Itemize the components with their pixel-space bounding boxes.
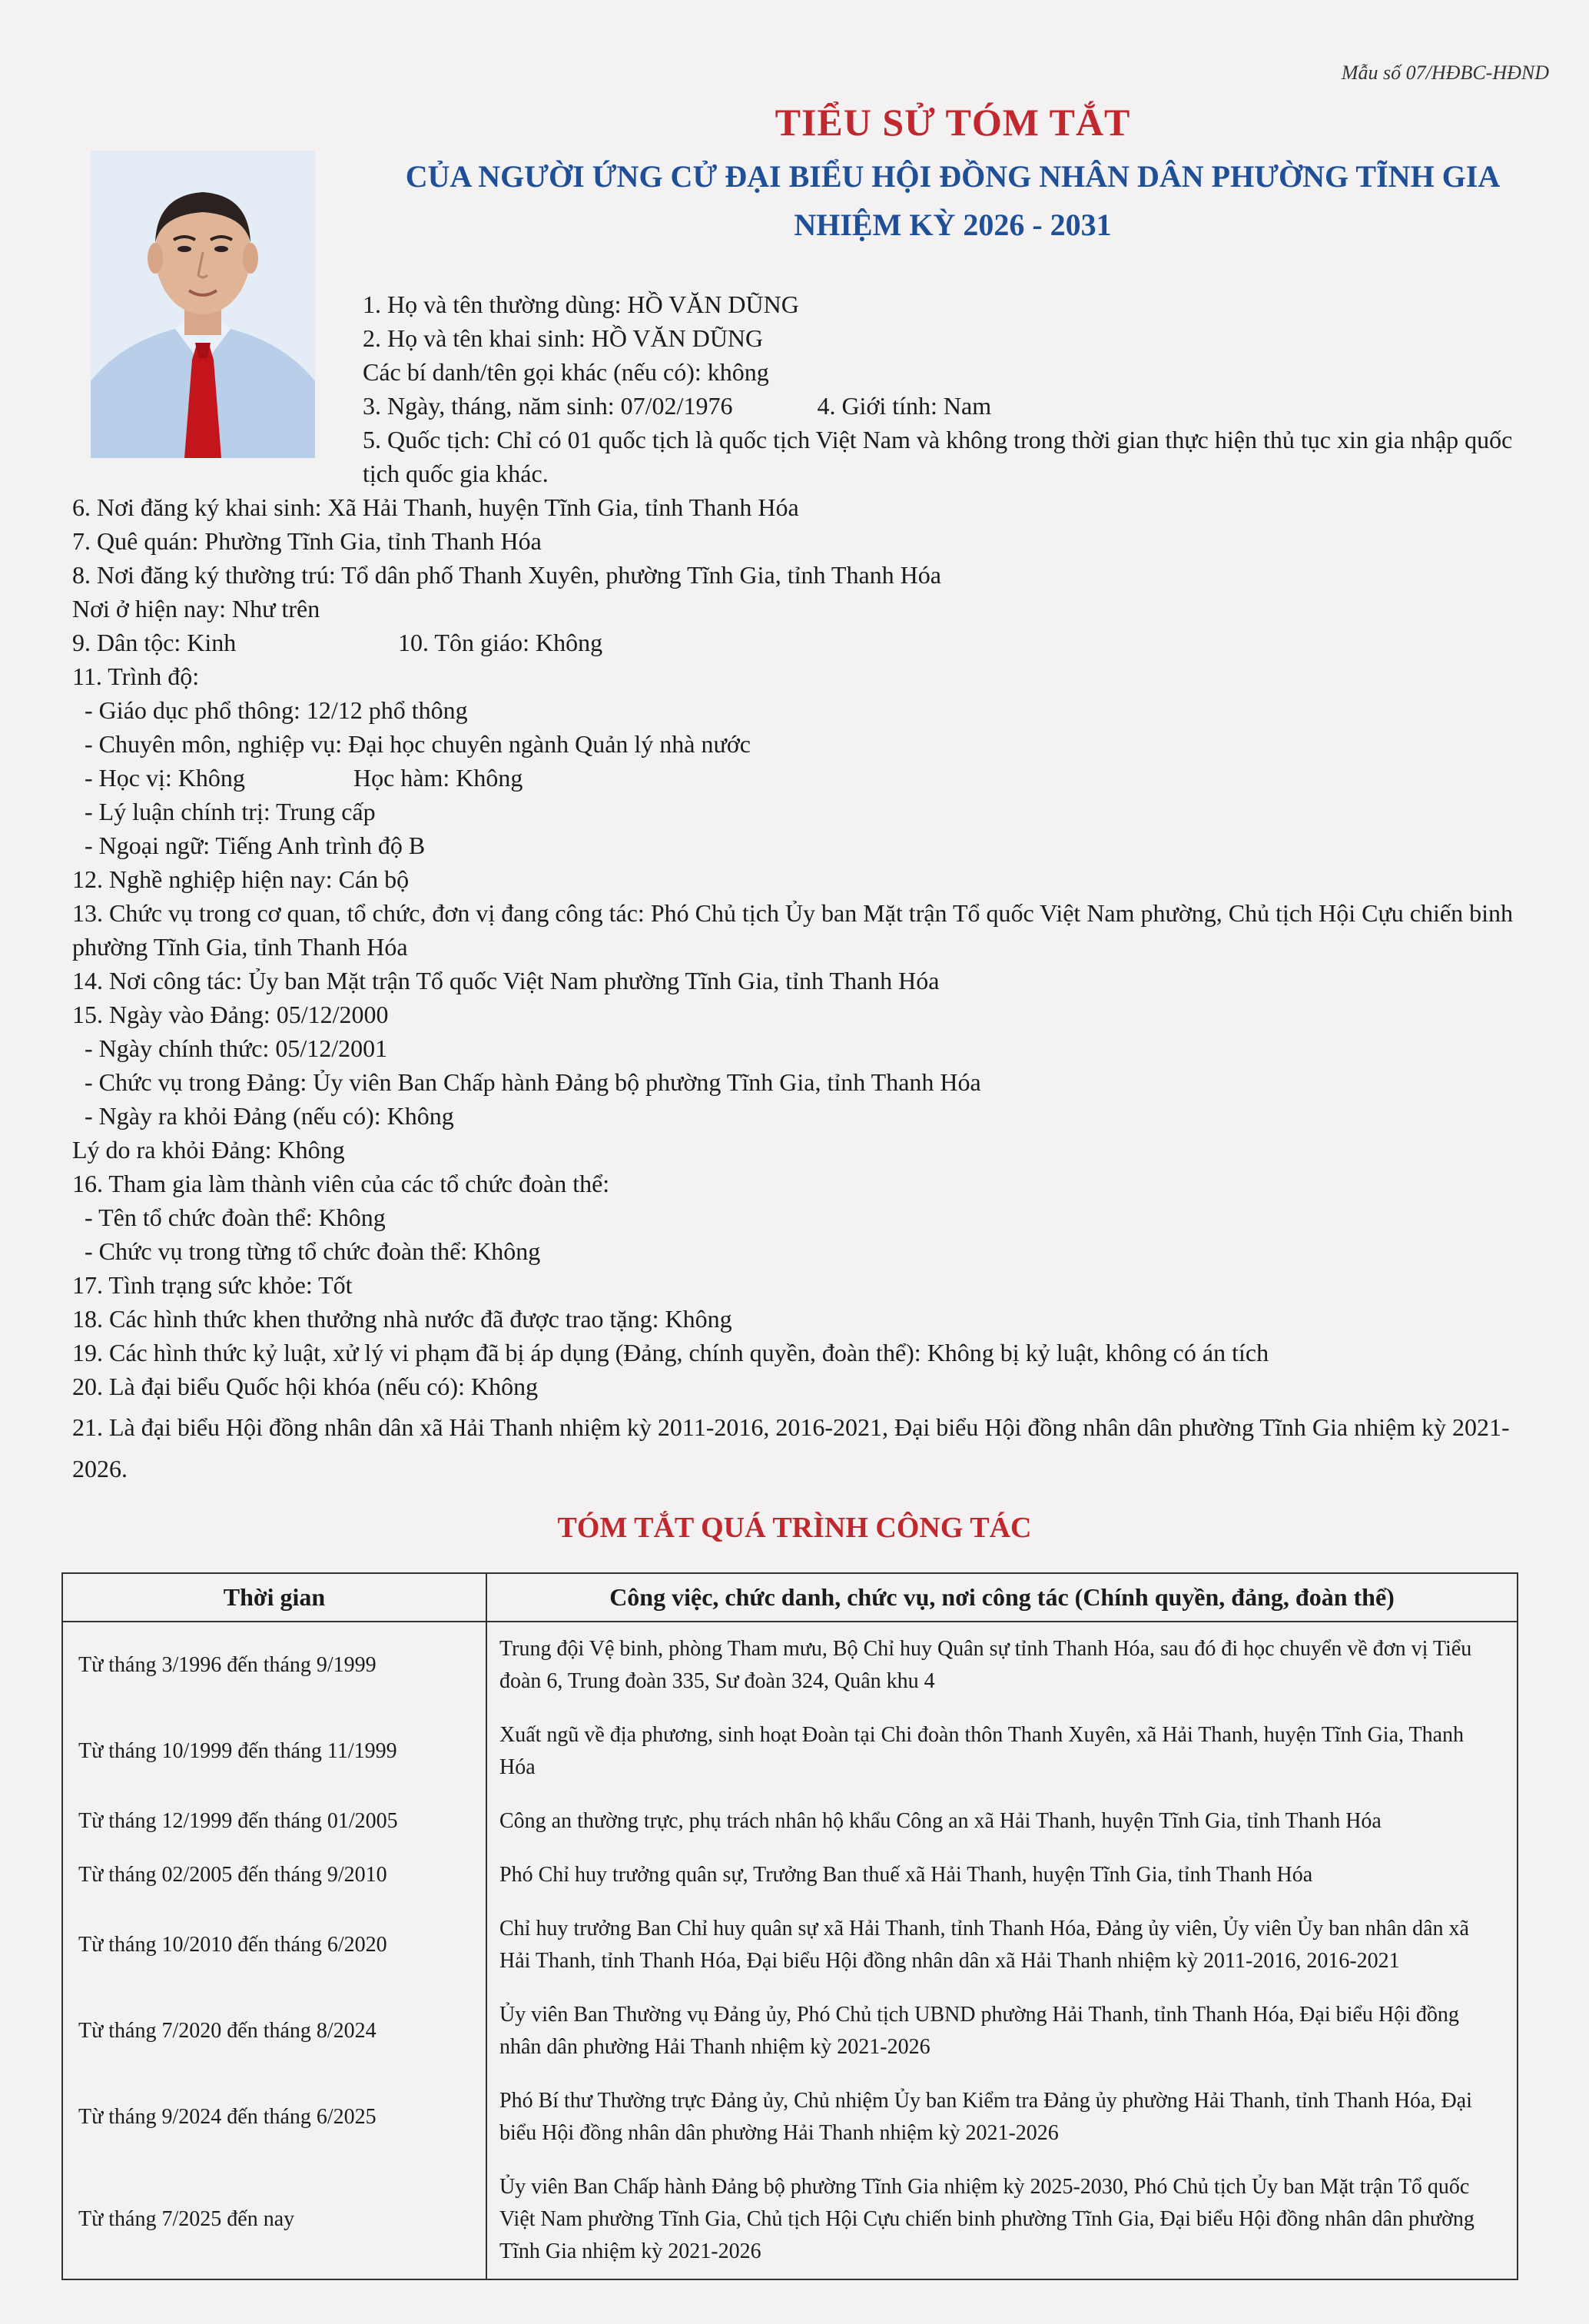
- row-description: Trung đội Vệ binh, phòng Tham mưu, Bộ Chỉ huy Quân sự tỉnh Thanh Hóa, sau đó đi học chuyển về đơn vị Tiểu đoàn 6, Trung đoàn 335, Sư đoàn 324, Quân khu 4: [499, 1637, 1472, 1693]
- row-description: Chỉ huy trưởng Ban Chỉ huy quân sự xã Hải Thanh, tỉnh Thanh Hóa, Đảng ủy viên, Ủy viên Ủy ban nhân dân xã Hải Thanh, tỉnh Thanh Hóa, Đại biểu Hội đồng nhân dân xã Hải Thanh nhiệm kỳ 2011-2016, 2016-2021: [499, 1917, 1469, 1973]
- organization-membership: 16. Tham gia làm thành viên của các tổ chức đoàn thể:: [72, 1170, 610, 1197]
- party-leave-reason: Lý do ra khỏi Đảng: Không: [72, 1136, 345, 1164]
- workplace: 14. Nơi công tác: Ủy ban Mặt trận Tổ quốc Việt Nam phường Tĩnh Gia, tỉnh Thanh Hóa: [72, 967, 940, 994]
- nationality: 5. Quốc tịch: Chỉ có 01 quốc tịch là quốc tịch Việt Nam và không trong thời gian thực hiện thủ tục xin gia nhập quốc tịch quốc gia khác.: [363, 426, 1513, 487]
- degree-and-title: [72, 761, 1548, 795]
- row-time: Từ tháng 3/1996 đến tháng 9/1999: [62, 1622, 486, 1708]
- table-header-row: [62, 1573, 1518, 1622]
- permanent-residence: 8. Nơi đăng ký thường trú: Tổ dân phố Thanh Xuyên, phường Tĩnh Gia, tỉnh Thanh Hóa: [72, 561, 941, 589]
- table-row: [62, 1622, 1518, 1708]
- organization-position: - Chức vụ trong từng tổ chức đoàn thể: Không: [85, 1237, 541, 1265]
- table-row: [62, 1708, 1518, 1794]
- term-label: NHIỆM KỲ 2026 - 2031: [794, 208, 1112, 242]
- gender: 4. Giới tính: Nam: [817, 392, 992, 420]
- row-description: Xuất ngũ về địa phương, sinh hoạt Đoàn tại Chi đoàn thôn Thanh Xuyên, xã Hải Thanh, huyện Tĩnh Gia, Thanh Hóa: [499, 1723, 1465, 1779]
- aliases: Các bí danh/tên gọi khác (nếu có): không: [363, 358, 769, 386]
- academic-degree: - Học vị: Không: [85, 764, 245, 792]
- column-header-description: Công việc, chức danh, chức vụ, nơi công tác (Chính quyền, đảng, đoàn thể): [486, 1573, 1518, 1622]
- row-time: Từ tháng 7/2025 đến nay: [62, 2160, 486, 2279]
- birth-registration-place: 6. Nơi đăng ký khai sinh: Xã Hải Thanh, huyện Tĩnh Gia, tỉnh Thanh Hóa: [72, 493, 799, 521]
- row-time: Từ tháng 7/2020 đến tháng 8/2024: [62, 1988, 486, 2074]
- document-title: TIỂU SỬ TÓM TẮT: [775, 101, 1131, 144]
- document-subtitle: CỦA NGƯỜI ỨNG CỬ ĐẠI BIỂU HỘI ĐỒNG NHÂN DÂN PHƯỜNG TĨNH GIA: [405, 159, 1501, 194]
- row-description: Công an thường trực, phụ trách nhân hộ khẩu Công an xã Hải Thanh, huyện Tĩnh Gia, tỉnh Thanh Hóa: [499, 1809, 1382, 1833]
- table-row: [62, 1988, 1518, 2074]
- common-name: 1. Họ và tên thường dùng: HỒ VĂN DŨNG: [363, 290, 799, 318]
- political-theory: - Lý luận chính trị: Trung cấp: [85, 798, 376, 825]
- general-education: - Giáo dục phổ thông: 12/12 phổ thông: [85, 696, 468, 724]
- form-code: Mẫu số 07/HĐBC-HĐND: [1341, 61, 1549, 84]
- row-time: Từ tháng 10/1999 đến tháng 11/1999: [62, 1708, 486, 1794]
- biography-info: [72, 287, 1548, 1489]
- party-join-date: 15. Ngày vào Đảng: 05/12/2000: [72, 1001, 389, 1028]
- education-heading: 11. Trình độ:: [72, 662, 200, 690]
- table-row: [62, 1794, 1518, 1848]
- party-position: - Chức vụ trong Đảng: Ủy viên Ban Chấp hành Đảng bộ phường Tĩnh Gia, tỉnh Thanh Hóa: [85, 1068, 981, 1096]
- table-row: [62, 2160, 1518, 2279]
- current-position: 13. Chức vụ trong cơ quan, tổ chức, đơn vị đang công tác: Phó Chủ tịch Ủy ban Mặt trận Tổ quốc Việt Nam phường, Chủ tịch Hội Cựu chiến binh phường Tĩnh Gia, tỉnh Thanh Hóa: [72, 899, 1513, 961]
- date-of-birth: 3. Ngày, tháng, năm sinh: 07/02/1976: [363, 392, 733, 420]
- ethnicity: 9. Dân tộc: Kinh: [72, 629, 237, 656]
- document-header: [292, 100, 1589, 243]
- row-description: Phó Chỉ huy trưởng quân sự, Trưởng Ban thuế xã Hải Thanh, huyện Tĩnh Gia, tỉnh Thanh Hóa: [499, 1863, 1313, 1887]
- professional-qualification: - Chuyên môn, nghiệp vụ: Đại học chuyên ngành Quản lý nhà nước: [85, 730, 751, 758]
- row-time: Từ tháng 02/2005 đến tháng 9/2010: [62, 1848, 486, 1902]
- row-time: Từ tháng 9/2024 đến tháng 6/2025: [62, 2074, 486, 2160]
- work-history-table: [61, 1572, 1518, 2280]
- council-deputy: 21. Là đại biểu Hội đồng nhân dân xã Hải Thanh nhiệm kỳ 2011-2016, 2016-2021, Đại biểu Hội đồng nhân dân phường Tĩnh Gia nhiệm kỳ 2021-2026.: [72, 1413, 1510, 1482]
- hometown: 7. Quê quán: Phường Tĩnh Gia, tỉnh Thanh Hóa: [72, 527, 542, 555]
- foreign-language: - Ngoại ngữ: Tiếng Anh trình độ B: [85, 832, 426, 859]
- ethnicity-and-religion: [72, 626, 1548, 659]
- current-occupation: 12. Nghề nghiệp hiện nay: Cán bộ: [72, 865, 410, 893]
- column-header-time: Thời gian: [62, 1573, 486, 1622]
- party-leave-date: - Ngày ra khỏi Đảng (nếu có): Không: [85, 1102, 454, 1130]
- table-row: [62, 1848, 1518, 1902]
- table-row: [62, 1902, 1518, 1988]
- awards: 18. Các hình thức khen thưởng nhà nước đã được trao tặng: Không: [72, 1305, 732, 1333]
- health-status: 17. Tình trạng sức khỏe: Tốt: [72, 1271, 353, 1299]
- religion: 10. Tôn giáo: Không: [398, 629, 603, 656]
- work-history-title: TÓM TẮT QUÁ TRÌNH CÔNG TÁC: [557, 1512, 1032, 1544]
- row-description: Ủy viên Ban Thường vụ Đảng ủy, Phó Chủ tịch UBND phường Hải Thanh, tỉnh Thanh Hóa, Đại biểu Hội đồng nhân dân phường Hải Thanh nhiệm kỳ 2021-2026: [499, 2003, 1459, 2059]
- academic-title: Học hàm: Không: [353, 764, 523, 792]
- birth-name: 2. Họ và tên khai sinh: HỒ VĂN DŨNG: [363, 324, 764, 352]
- row-description: Phó Bí thư Thường trực Đảng ủy, Chủ nhiệm Ủy ban Kiểm tra Đảng ủy phường Hải Thanh, tỉnh Thanh Hóa, Đại biểu Hội đồng nhân dân phường Hải Thanh nhiệm kỳ 2021-2026: [499, 2089, 1472, 2145]
- organization-name: - Tên tổ chức đoàn thể: Không: [85, 1204, 386, 1231]
- national-assembly-deputy: 20. Là đại biểu Quốc hội khóa (nếu có): Không: [72, 1373, 539, 1400]
- table-row: [62, 2074, 1518, 2160]
- disciplinary-record: 19. Các hình thức kỷ luật, xử lý vi phạm đã bị áp dụng (Đảng, chính quyền, đoàn thể): Không bị kỷ luật, không có án tích: [72, 1339, 1269, 1366]
- party-official-date: - Ngày chính thức: 05/12/2001: [85, 1034, 388, 1062]
- current-residence: Nơi ở hiện nay: Như trên: [72, 595, 320, 622]
- row-description: Ủy viên Ban Chấp hành Đảng bộ phường Tĩnh Gia nhiệm kỳ 2025-2030, Phó Chủ tịch Ủy ban Mặt trận Tổ quốc Việt Nam phường Tĩnh Gia, Chủ tịch Hội Cựu chiến binh phường Tĩnh Gia, Đại biểu Hội đồng nhân dân phường Tĩnh Gia nhiệm kỳ 2021-2026: [499, 2175, 1475, 2263]
- row-time: Từ tháng 12/1999 đến tháng 01/2005: [62, 1794, 486, 1848]
- birth-and-gender: [72, 389, 1548, 423]
- row-time: Từ tháng 10/2010 đến tháng 6/2020: [62, 1902, 486, 1988]
